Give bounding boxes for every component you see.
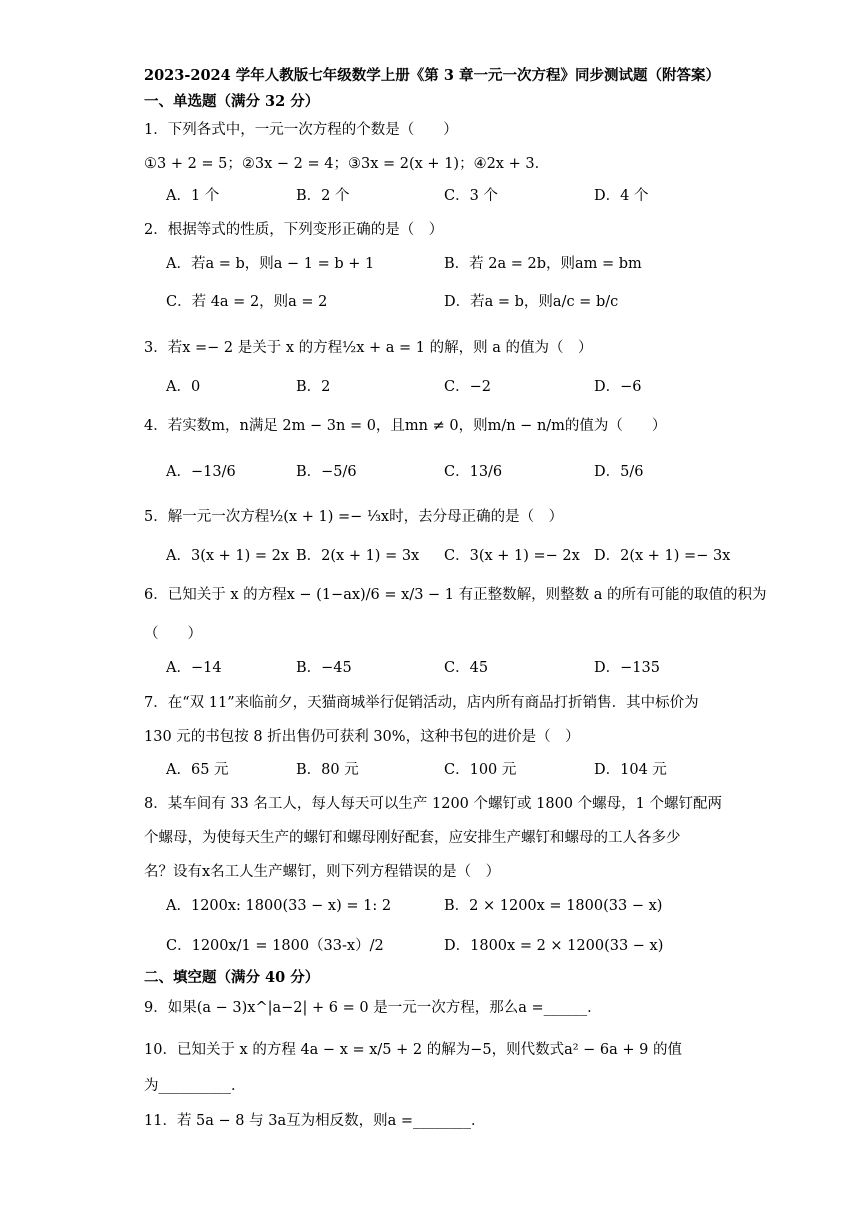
question-8-stem: 8．某车间有 33 名工人，每人每天可以生产 1200 个螺钉或 1800 个螺母，1 个螺钉配两 <box>144 796 722 812</box>
question-9-stem: 9．如果(a − 3)x^|a−2| + 6 = 0 是一元一次方程，那么a =______． <box>144 1000 602 1016</box>
question-6-stem: 6．已知关于 x 的方程x − (1−ax)/6 = x/3 − 1 有正整数解，则整数 a 的所有可能的取值的积为 <box>144 587 767 603</box>
question-2-stem: 2．根据等式的性质，下列变形正确的是（ ） <box>144 222 444 238</box>
page-title: 2023-2024 学年人教版七年级数学上册《第 3 章一元一次方程》同步测试题（附答案） <box>144 67 720 84</box>
question-4-option-d: D．5/6 <box>594 464 644 480</box>
question-1-option-d: D．4 个 <box>594 188 649 204</box>
question-2-option-b: B．若 2a = 2b，则am = bm <box>444 256 642 272</box>
question-3-option-b: B．2 <box>296 379 331 395</box>
question-2-option-c: C．若 4a = 2，则a = 2 <box>166 294 328 310</box>
question-5-option-a: A．3(x + 1) = 2x <box>166 548 290 564</box>
question-3-option-d: D．−6 <box>594 379 642 395</box>
question-5-option-c: C．3(x + 1) =− 2x <box>444 548 580 564</box>
question-5-stem: 5．解一元一次方程½(x + 1) =− ⅓x时，去分母正确的是（ ） <box>144 509 564 525</box>
question-6-option-b: B．−45 <box>296 660 352 676</box>
question-7-option-b: B．80 元 <box>296 762 359 778</box>
question-4-option-b: B．−5/6 <box>296 464 357 480</box>
question-7-stem-continued: 130 元的书包按 8 折出售仍可获利 30%，这种书包的进价是（ ） <box>144 729 580 745</box>
question-6-option-d: D．−135 <box>594 660 660 676</box>
question-4-option-a: A．−13/6 <box>166 464 236 480</box>
section-heading-fill-in: 二、填空题（满分 40 分） <box>144 969 320 986</box>
question-8-option-a: A．1200x: 1800(33 − x) = 1: 2 <box>166 898 392 914</box>
question-2-option-a: A．若a = b，则a − 1 = b + 1 <box>166 256 375 272</box>
question-10-stem: 10．已知关于 x 的方程 4a − x = x/5 + 2 的解为−5，则代数式a² − 6a + 9 的值 <box>144 1042 682 1058</box>
question-7-option-c: C．100 元 <box>444 762 517 778</box>
question-4-option-c: C．13/6 <box>444 464 503 480</box>
question-1-stem: 1．下列各式中，一元一次方程的个数是（ ） <box>144 122 458 138</box>
question-1-option-c: C．3 个 <box>444 188 498 204</box>
question-7-option-d: D．104 元 <box>594 762 667 778</box>
question-1-items: ①3 + 2 = 5；②3x − 2 = 4；③3x = 2(x + 1)；④2x + 3． <box>144 156 550 172</box>
question-4-stem: 4．若实数m，n满足 2m − 3n = 0，且mn ≠ 0，则m/n − n/m的值为（ ） <box>144 418 667 434</box>
question-3-option-a: A．0 <box>166 379 201 395</box>
question-8-option-c: C．1200x/1 = 1800（33-x）/2 <box>166 938 384 954</box>
question-7-option-a: A．65 元 <box>166 762 229 778</box>
question-8-option-b: B．2 × 1200x = 1800(33 − x) <box>444 898 663 914</box>
question-1-option-a: A．1 个 <box>166 188 220 204</box>
question-8-stem-line2: 个螺母，为使每天生产的螺钉和螺母刚好配套，应安排生产螺钉和螺母的工人各多少 <box>144 830 681 846</box>
question-6-option-c: C．45 <box>444 660 489 676</box>
question-6-option-a: A．−14 <box>166 660 222 676</box>
question-7-stem: 7．在“双 11”来临前夕，天猫商城举行促销活动，店内所有商品打折销售．其中标价为 <box>144 695 699 711</box>
question-3-stem: 3．若x =− 2 是关于 x 的方程½x + a = 1 的解，则 a 的值为（ ） <box>144 340 593 356</box>
question-2-option-d: D．若a = b，则a/c = b/c <box>444 294 619 310</box>
question-1-option-b: B．2 个 <box>296 188 350 204</box>
question-5-option-d: D．2(x + 1) =− 3x <box>594 548 731 564</box>
question-11-stem: 11．若 5a − 8 与 3a互为相反数，则a =________． <box>144 1113 486 1129</box>
question-6-stem-continued: （ ） <box>144 626 202 642</box>
question-10-stem-continued: 为__________． <box>144 1078 246 1094</box>
section-heading-single-choice: 一、单选题（满分 32 分） <box>144 93 320 110</box>
question-8-option-d: D．1800x = 2 × 1200(33 − x) <box>444 938 664 954</box>
question-3-option-c: C．−2 <box>444 379 491 395</box>
question-5-option-b: B．2(x + 1) = 3x <box>296 548 420 564</box>
question-8-stem-line3: 名？设有x名工人生产螺钉，则下列方程错误的是（ ） <box>144 864 501 880</box>
